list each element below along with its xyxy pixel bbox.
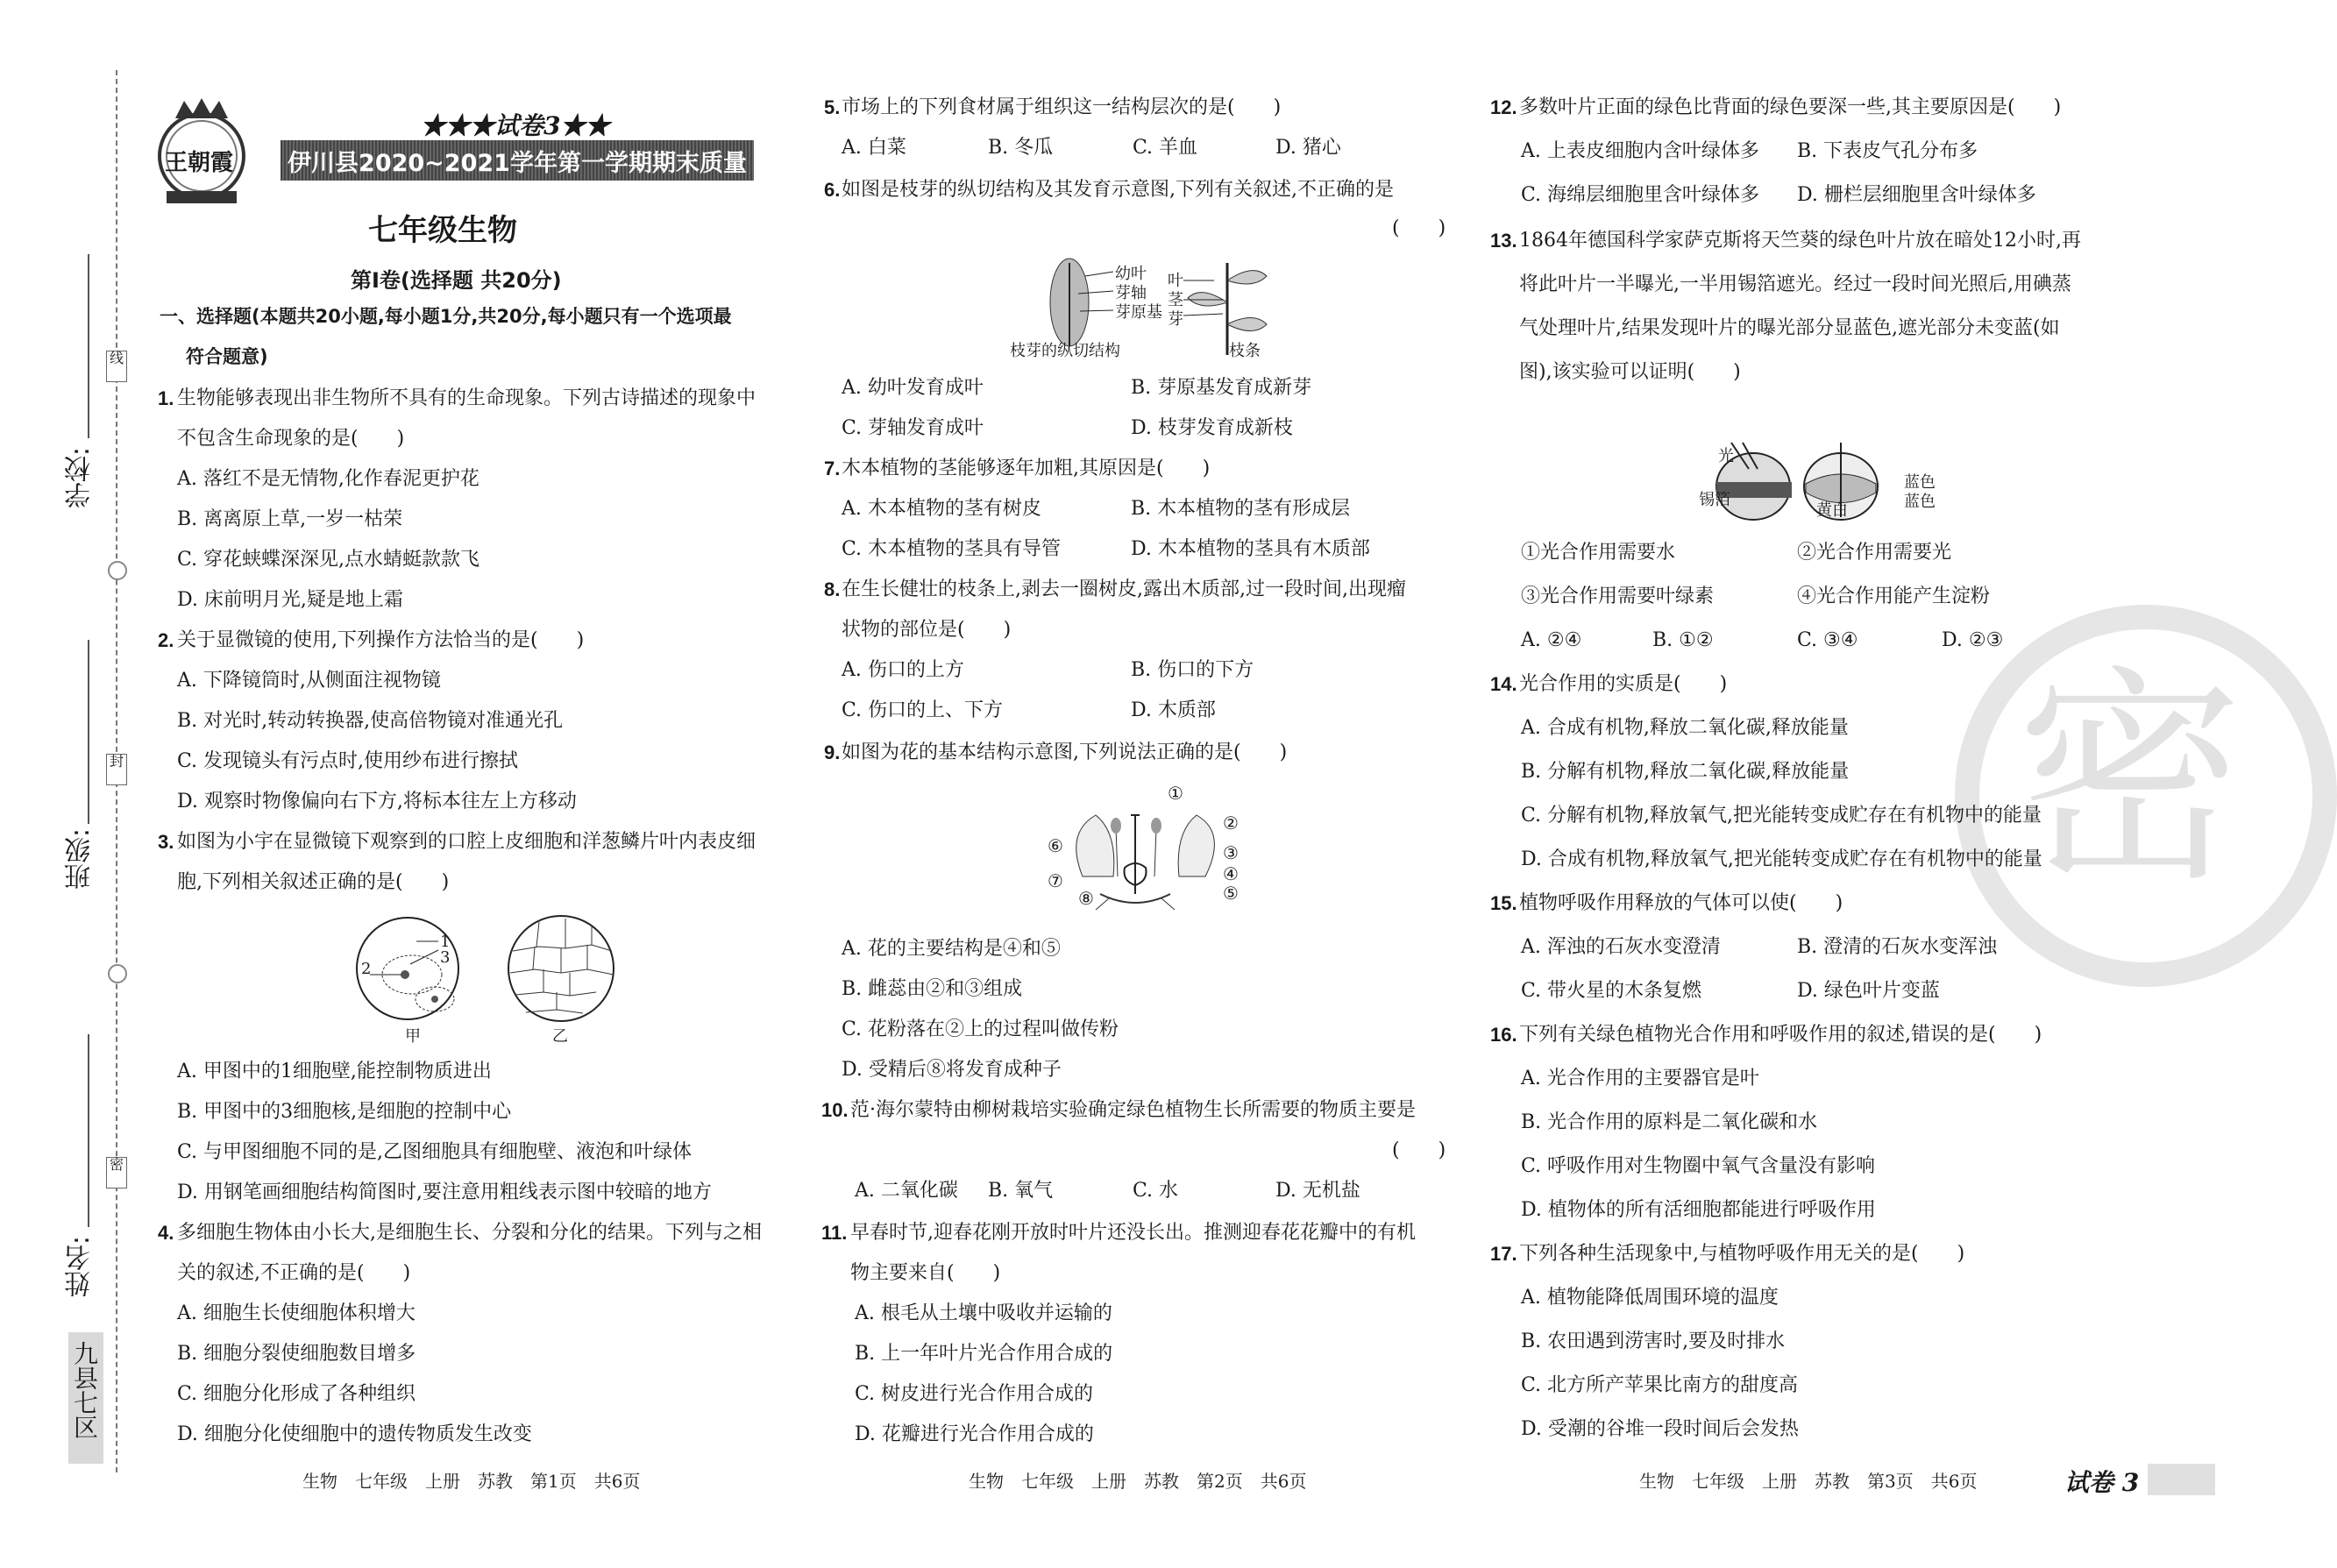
page-footer-2: 生物 七年级 上册 苏教 第2页 共6页 [969, 1471, 1307, 1492]
question-stem: 在生长健壮的枝条上,剥去一圈树皮,露出木质部,过一段时间,出现瘤 [842, 578, 1406, 600]
binding-hole-icon [108, 964, 127, 983]
question-number: 8. [824, 578, 841, 600]
question-stem: 植物呼吸作用释放的气体可以使( ) [1519, 892, 1843, 914]
exam-tag: 试卷 3 [2064, 1468, 2140, 1497]
question-number: 2. [158, 629, 174, 651]
figure-label-blue-2: 蓝色 [1904, 493, 1936, 511]
figure-caption-jia: 甲 [405, 1027, 421, 1046]
option-b[interactable]: B. 离离原上草,一岁一枯荣 [177, 508, 403, 530]
figure-label-blue-1: 蓝色 [1904, 473, 1936, 492]
question-number: 5. [824, 96, 841, 118]
figure-label-yayuanji: 芽原基 [1115, 303, 1162, 322]
question-stem-cont: 物主要来自( ) [850, 1262, 1001, 1284]
page-footer-3: 生物 七年级 上册 苏教 第3页 共6页 [1639, 1471, 1978, 1492]
option-a[interactable]: A. 细胞生长使细胞体积增大 [177, 1302, 416, 1324]
option-c[interactable]: C. 树皮进行光合作用合成的 [855, 1383, 1094, 1405]
option-c[interactable]: C. 花粉落在②上的过程叫做传粉 [842, 1018, 1119, 1040]
figure-caption-yi: 乙 [552, 1027, 568, 1046]
figure-label-yellowwhite: 黄白 [1816, 501, 1848, 520]
flower-label-1: ① [1168, 783, 1183, 804]
question-stem-cont: 将此叶片一半曝光,一半用锡箔遮光。经过一段时间光照后,用碘蒸 [1519, 273, 2071, 295]
option-a[interactable]: A. 植物能降低周围环境的温度 [1521, 1287, 1779, 1309]
option-b[interactable]: B. 对光时,转动转换器,使高倍物镜对准通光孔 [177, 710, 564, 732]
option-c[interactable]: C. 呼吸作用对生物圈中氧气含量没有影响 [1521, 1155, 1876, 1177]
question-stem: 范·海尔蒙特由柳树栽培实验确定绿色植物生长所需要的物质主要是 [850, 1099, 1416, 1121]
figure-label-ye: 叶 [1168, 272, 1183, 290]
question-stem-cont: 胞,下列相关叙述正确的是( ) [177, 871, 450, 893]
school-label: 学校: [65, 447, 96, 509]
question-number: 10. [821, 1099, 849, 1121]
flower-label-4: ④ [1223, 863, 1239, 884]
question-stem: 如图为小宇在显微镜下观察到的口腔上皮细胞和洋葱鳞片叶内表皮细 [177, 831, 757, 853]
question-number: 12. [1490, 96, 1517, 118]
option-b[interactable]: B. 澄清的石灰水变浑浊 [1797, 936, 1998, 958]
option-a[interactable]: A. 上表皮细胞内含叶绿体多 [1521, 140, 1759, 162]
logo-text: 王朝霞 [165, 150, 234, 176]
question-stem-cont: 关的叙述,不正确的是( ) [177, 1262, 411, 1284]
statement-3: ③光合作用需要叶绿素 [1521, 585, 1715, 607]
question-number: 9. [824, 741, 841, 763]
option-b[interactable]: B. 芽原基发育成新芽 [1131, 377, 1312, 399]
figure-label-1: 1 [440, 933, 451, 951]
class-label: 班级: [65, 828, 96, 890]
option-a[interactable]: A. 落红不是无情物,化作春泥更护花 [177, 468, 479, 490]
option-c[interactable]: C. 分解有机物,释放氧气,把光能转变成贮存在有机物中的能量 [1521, 805, 2042, 827]
figure-label-ya: 芽 [1168, 310, 1183, 329]
option-c[interactable]: C. 带火星的木条复燃 [1521, 980, 1702, 1002]
option-d[interactable]: D. ②③ [1942, 629, 2004, 651]
option-d[interactable]: D. 用钢笔画细胞结构简图时,要注意用粗线表示图中较暗的地方 [177, 1181, 712, 1203]
option-c[interactable]: C. 北方所产苹果比南方的甜度高 [1521, 1374, 1799, 1396]
option-c[interactable]: C. 木本植物的茎具有导管 [842, 538, 1062, 560]
flower-label-6: ⑥ [1048, 835, 1063, 856]
option-c[interactable]: C. ③④ [1797, 629, 1858, 651]
option-a[interactable]: A. 光合作用的主要器官是叶 [1521, 1068, 1759, 1089]
option-c[interactable]: C. 穿花蛱蝶深深见,点水蜻蜓款款飞 [177, 549, 480, 571]
option-b[interactable]: B. 下表皮气孔分布多 [1797, 140, 1978, 162]
option-d[interactable]: D. 枝芽发育成新枝 [1131, 417, 1293, 439]
option-b[interactable]: B. 上一年叶片光合作用合成的 [855, 1343, 1113, 1365]
option-d[interactable]: D. 床前明月光,疑是地上霜 [177, 589, 403, 611]
option-b[interactable]: B. 细胞分裂使细胞数目增多 [177, 1343, 416, 1365]
section-title: 第Ⅰ卷(选择题 共20分) [351, 268, 562, 293]
option-a[interactable]: A. 二氧化碳 [855, 1180, 958, 1202]
figure-label-foil: 锡箔 [1699, 491, 1730, 509]
figure-label-light: 光 [1718, 447, 1734, 465]
cell-figure [351, 912, 631, 1052]
flower-label-7: ⑦ [1048, 870, 1063, 891]
option-d[interactable]: D. 受潮的谷堆一段时间后会发热 [1521, 1418, 1799, 1440]
figure-caption-1: 枝芽的纵切结构 [1010, 342, 1120, 360]
seal-mark-mi: 密 [106, 1157, 127, 1188]
statement-4: ④光合作用能产生淀粉 [1797, 585, 1991, 607]
figure-label-yazhou: 芽轴 [1115, 284, 1147, 302]
question-number: 11. [821, 1222, 848, 1244]
name-line [88, 1034, 89, 1227]
option-c[interactable]: C. 与甲图细胞不同的是,乙图细胞具有细胞壁、液泡和叶绿体 [177, 1141, 693, 1163]
option-d[interactable]: D. 栅栏层细胞里含叶绿体多 [1797, 184, 2036, 206]
question-stem: 多数叶片正面的绿色比背面的绿色要深一些,其主要原因是( ) [1519, 96, 2062, 118]
option-b[interactable]: B. 氧气 [988, 1180, 1054, 1202]
question-stem: 关于显微镜的使用,下列操作方法恰当的是( ) [177, 629, 585, 651]
question-stem-cont: 不包含生命现象的是( ) [177, 428, 405, 450]
exam-banner-title: 伊川县2020~2021学年第一学期期末质量调研检测试卷 [288, 150, 747, 211]
question-number: 13. [1490, 230, 1517, 252]
seal-mark-feng: 封 [106, 754, 127, 785]
option-b[interactable]: B. 光合作用的原料是二氧化碳和水 [1521, 1111, 1818, 1133]
option-b[interactable]: B. 甲图中的3细胞核,是细胞的控制中心 [177, 1101, 512, 1123]
question-number: 16. [1490, 1024, 1517, 1046]
flower-label-2: ② [1223, 812, 1239, 834]
watermark-char: 密 [2016, 648, 2244, 912]
figure-caption-2: 枝条 [1229, 342, 1261, 360]
option-a[interactable]: A. ②④ [1521, 629, 1582, 651]
option-d[interactable]: D. 无机盐 [1275, 1180, 1360, 1202]
question-stem: 下列有关绿色植物光合作用和呼吸作用的叙述,错误的是( ) [1519, 1024, 2042, 1046]
section-instruction-cont: 符合题意) [186, 346, 268, 367]
question-stem: 木本植物的茎能够逐年加粗,其原因是( ) [842, 458, 1211, 479]
question-number: 1. [158, 387, 174, 409]
option-b[interactable]: B. 冬瓜 [988, 137, 1054, 159]
option-c[interactable]: C. 芽轴发育成叶 [842, 417, 984, 439]
school-line [88, 254, 89, 438]
option-a[interactable]: A. 合成有机物,释放二氧化碳,释放能量 [1521, 717, 1849, 739]
option-d[interactable]: D. 花瓣进行光合作用合成的 [855, 1423, 1094, 1445]
question-number: 7. [824, 458, 841, 479]
question-stem: 1864年德国科学家萨克斯将天竺葵的绿色叶片放在暗处12小时,再 [1519, 230, 2081, 252]
statement-1: ①光合作用需要水 [1521, 542, 1676, 564]
figure-label-2: 2 [361, 960, 372, 978]
option-a[interactable]: A. 根毛从土壤中吸收并运输的 [855, 1302, 1112, 1324]
figure-label-jing: 茎 [1168, 291, 1183, 309]
question-stem: 早春时节,迎春花刚开放时叶片还没长出。推测迎春花花瓣中的有机 [850, 1222, 1416, 1244]
option-a[interactable]: A. 甲图中的1细胞壁,能控制物质进出 [177, 1061, 492, 1082]
flower-label-5: ⑤ [1223, 883, 1239, 904]
question-number: 3. [158, 831, 174, 853]
option-a[interactable]: A. 下降镜筒时,从侧面注视物镜 [177, 670, 441, 692]
question-stem-cont: 气处理叶片,结果发现叶片的曝光部分显蓝色,遮光部分未变蓝(如 [1519, 317, 2060, 339]
question-number: 14. [1490, 673, 1517, 695]
question-stem: 如图是枝芽的纵切结构及其发育示意图,下列有关叙述,不正确的是 [842, 179, 1394, 201]
option-c[interactable]: C. 羊血 [1133, 137, 1198, 159]
option-d[interactable]: D. 合成有机物,释放氧气,把光能转变成贮存在有机物中的能量 [1521, 848, 2042, 870]
option-d[interactable]: D. 绿色叶片变蓝 [1797, 980, 1940, 1002]
question-number: 4. [158, 1222, 174, 1244]
class-line [88, 640, 89, 824]
leaf-experiment-figure [1709, 438, 1911, 526]
question-stem-cont: 图),该实验可以证明( ) [1519, 361, 1741, 383]
question-number: 17. [1490, 1243, 1517, 1265]
question-stem: 市场上的下列食材属于组织这一结构层次的是( ) [842, 96, 1282, 118]
option-b[interactable]: B. 木本植物的茎有形成层 [1131, 498, 1351, 520]
name-label: 姓名: [65, 1236, 96, 1298]
figure-label-3: 3 [440, 948, 451, 967]
option-c[interactable]: C. 海绵层细胞里含叶绿体多 [1521, 184, 1760, 206]
option-c[interactable]: C. 细胞分化形成了各种组织 [177, 1383, 416, 1405]
option-a[interactable]: A. 白菜 [842, 137, 906, 159]
question-stem-cont: 状物的部位是( ) [842, 619, 1012, 641]
flower-label-8: ⑧ [1078, 888, 1094, 909]
question-stem: 光合作用的实质是( ) [1519, 673, 1728, 695]
option-a[interactable]: A. 花的主要结构是④和⑤ [842, 938, 1061, 960]
page-footer-1: 生物 七年级 上册 苏教 第1页 共6页 [302, 1471, 641, 1492]
binding-hole-icon [108, 561, 127, 580]
statement-2: ②光合作用需要光 [1797, 542, 1952, 564]
region-tag-text: 九县七区 [70, 1341, 99, 1439]
option-b[interactable]: B. 雌蕊由②和③组成 [842, 978, 1023, 1000]
question-stem: 下列各种生活现象中,与植物呼吸作用无关的是( ) [1519, 1243, 1965, 1265]
question-stem: 如图为花的基本结构示意图,下列说法正确的是( ) [842, 741, 1288, 763]
option-b[interactable]: B. 分解有机物,释放二氧化碳,释放能量 [1521, 761, 1850, 783]
answer-paren: ( ) [1392, 217, 1446, 239]
option-d[interactable]: D. 木质部 [1131, 699, 1216, 721]
subject-title: 七年级生物 [368, 213, 517, 248]
seal-mark-line: 线 [106, 351, 127, 382]
section-instruction: 一、选择题(本题共20小题,每小题1分,共20分,每小题只有一个选项最 [160, 306, 732, 327]
option-a[interactable]: A. 木本植物的茎有树皮 [842, 498, 1041, 520]
option-a[interactable]: A. 浑浊的石灰水变澄清 [1521, 936, 1721, 958]
exam-number: ★★★试卷3★★ [421, 111, 610, 140]
figure-label-youye: 幼叶 [1115, 265, 1147, 283]
option-d[interactable]: D. 细胞分化使细胞中的遗传物质发生改变 [177, 1423, 532, 1445]
option-c[interactable]: C. 伤口的上、下方 [842, 699, 1004, 721]
question-stem: 多细胞生物体由小长大,是细胞生长、分裂和分化的结果。下列与之相 [177, 1222, 762, 1244]
option-c[interactable]: C. 发现镜头有污点时,使用纱布进行擦拭 [177, 750, 519, 772]
option-c[interactable]: C. 水 [1133, 1180, 1179, 1202]
option-a[interactable]: A. 幼叶发育成叶 [842, 377, 984, 399]
option-d[interactable]: D. 观察时物像偏向右下方,将标本往左上方移动 [177, 791, 577, 812]
option-b[interactable]: B. ①② [1652, 629, 1714, 651]
option-b[interactable]: B. 农田遇到涝害时,要及时排水 [1521, 1330, 1786, 1352]
flower-label-3: ③ [1223, 842, 1239, 863]
exam-tag-bar [2148, 1464, 2215, 1495]
option-a[interactable]: A. 伤口的上方 [842, 659, 964, 681]
option-d[interactable]: D. 猪心 [1275, 137, 1341, 159]
question-number: 15. [1490, 892, 1517, 914]
option-d[interactable]: D. 植物体的所有活细胞都能进行呼吸作用 [1521, 1199, 1876, 1221]
option-d[interactable]: D. 木本植物的茎具有木质部 [1131, 538, 1370, 560]
question-number: 6. [824, 179, 841, 201]
option-d[interactable]: D. 受精后⑧将发育成种子 [842, 1059, 1062, 1081]
answer-paren: ( ) [1392, 1139, 1446, 1161]
option-b[interactable]: B. 伤口的下方 [1131, 659, 1254, 681]
question-stem: 生物能够表现出非生物所不具有的生命现象。下列古诗描述的现象中 [177, 387, 757, 409]
